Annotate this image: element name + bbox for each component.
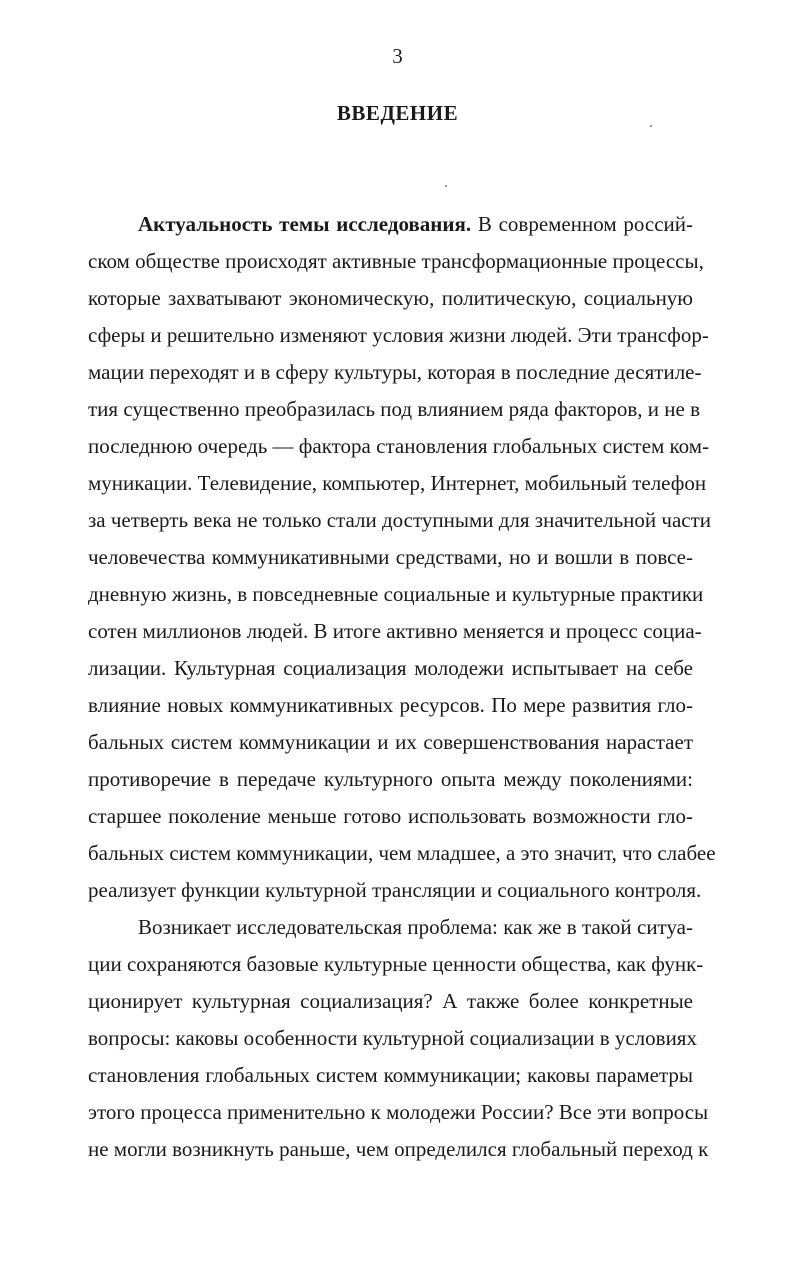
text-line: сотен миллионов людей. В итоге активно меняется и процесс социа- — [88, 619, 702, 643]
text-line: тия существенно преобразилась под влиянием ряда факторов, и не в — [88, 397, 700, 421]
text-line: бальных систем коммуникации и их совершенствования нарастает — [88, 730, 693, 754]
text-line: противоречие в передаче культурного опыта между поколениями: — [88, 767, 693, 791]
text-line: старшее поколение меньше готово использовать возможности гло- — [88, 804, 693, 828]
text-line: ции сохраняются базовые культурные ценности общества, как функ- — [88, 952, 704, 976]
text-line: ционирует культурная социализация? А также более конкретные — [88, 989, 693, 1013]
lead-rest-text: В современном россий- — [471, 212, 693, 236]
scan-speck — [445, 185, 447, 187]
text-line: бальных систем коммуникации, чем младшее, а это значит, что слабее — [88, 841, 716, 865]
text-line: влияние новых коммуникативных ресурсов. По мере развития гло- — [88, 693, 693, 717]
text-line: реализует функции культурной трансляции и социального контроля. — [88, 878, 702, 902]
paragraph-1-line — [138, 212, 693, 236]
text-line: становления глобальных систем коммуникации; каковы параметры — [88, 1063, 693, 1087]
text-line: за четверть века не только стали доступными для значительной части — [88, 508, 712, 532]
text-line: человечества коммуникативными средствами, но и вошли в повсе- — [88, 545, 693, 569]
text-line: ском обществе происходят активные трансформационные процессы, — [88, 249, 704, 273]
text-line: дневную жизнь, в повседневные социальные и культурные практики — [88, 582, 704, 606]
text-line: этого процесса применительно к молодежи России? Все эти вопросы — [88, 1100, 709, 1124]
text-line: последнюю очередь — фактора становления глобальных систем ком- — [88, 434, 710, 458]
text-line: сферы и решительно изменяют условия жизни людей. Эти трансфор- — [88, 323, 709, 347]
page-number: 3 — [392, 44, 403, 68]
text-line: не могли возникнуть раньше, чем определился глобальный переход к — [88, 1137, 709, 1161]
text-line: которые захватывают экономическую, политическую, социальную — [88, 286, 693, 310]
lead-bold-text: Актуальность темы исследования. — [138, 212, 472, 236]
text-line: мации переходят и в сферу культуры, которая в последние десятиле- — [88, 360, 702, 384]
text-line: муникации. Телевидение, компьютер, Интернет, мобильный телефон — [88, 471, 707, 495]
section-heading: ВВЕДЕНИЕ — [336, 101, 459, 125]
text-line: вопросы: каковы особенности культурной социализации в условиях — [88, 1026, 697, 1050]
text-line: лизации. Культурная социализация молодежи испытывает на себе — [88, 656, 693, 680]
scan-speck — [650, 125, 652, 127]
paragraph-2-line: Возникает исследовательская проблема: как же в такой ситуа- — [138, 915, 693, 939]
